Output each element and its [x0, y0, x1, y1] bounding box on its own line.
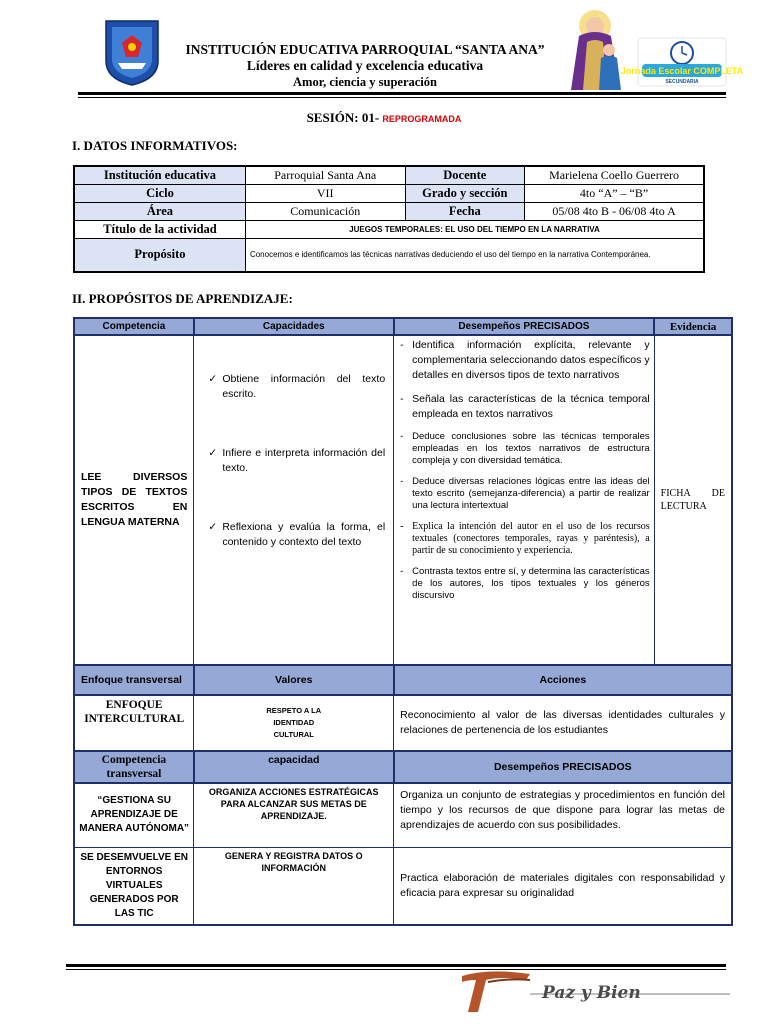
- evidencia-value: FICHA DE LECTURA: [654, 335, 732, 665]
- footer-logo-text: Paz y Bien: [542, 983, 641, 1003]
- session-title: [0, 110, 768, 126]
- ciclo-label: Ciclo: [74, 184, 245, 202]
- titulo-value: JUEGOS TEMPORALES: EL USO DEL TIEMPO EN LA NARRATIVA: [245, 220, 704, 238]
- grado-value: 4to “A” – “B”: [525, 184, 704, 202]
- badge-sub: SECUNDARIA: [665, 79, 699, 85]
- inst-label: Institución educativa: [74, 166, 245, 184]
- area-label: Área: [74, 202, 245, 220]
- header-valores: Valores: [194, 665, 394, 695]
- header-acciones: Acciones: [394, 665, 732, 695]
- desempenos-list: [394, 335, 655, 665]
- desempeno-item: - Explica la intención del autor en el uso de los recursos textuales (conectores temporales, rayas y paréntesis), a partir de su conocimiento y experiencia.: [400, 521, 650, 556]
- inst-value: Parroquial Santa Ana: [245, 166, 405, 184]
- acciones-value: Reconocimiento al valor de las diversas identidades culturales y relaciones de pertenencia de los estudiantes: [394, 695, 732, 751]
- session-label: SESIÓN: 01-: [306, 110, 380, 125]
- check-icon: ✓: [208, 447, 218, 459]
- header-comp-transversal: Competencia transversal: [74, 751, 194, 783]
- proposito-label: Propósito: [74, 238, 245, 272]
- ct2-capacidad: GENERA Y REGISTRA DATOS O INFORMACIÓN: [194, 847, 394, 925]
- desempeno-item: - Deduce conclusiones sobre las técnicas temporales empleadas en los textos narrativos de estructura compleja y con diversidad temática.: [400, 431, 650, 466]
- ct2-competencia: SE DESEMVUELVE EN ENTORNOS VIRTUALES GENERADOS POR LAS TIC: [74, 847, 194, 925]
- docente-label: Docente: [405, 166, 525, 184]
- badge-text: Jornada Escolar COMPLETA: [620, 66, 744, 76]
- proposito-value: Conocemos e identificamos las técnicas narrativas deduciendo el uso del tiempo en la narrativa Contemporánea.: [245, 238, 704, 272]
- competencia-main: LEE DIVERSOS TIPOS DE TEXTOS ESCRITOS EN LENGUA MATERNA: [74, 335, 194, 665]
- capacidad-item: ✓ Reflexiona y evalúa la forma, el contenido y contexto del texto: [208, 521, 386, 548]
- check-icon: ✓: [208, 521, 218, 533]
- motto-line-1: Líderes en calidad y excelencia educativa: [246, 58, 484, 73]
- desempeno-item: - Identifica información explícita, relevante y complementaria seleccionando datos específicos y detalles en diversos tipos de texto narrativos: [400, 339, 650, 381]
- paz-y-bien-logo: [460, 968, 740, 1014]
- desempeno-item: - Contrasta textos entre sí, y determina las características de los autores, los tipos textuales y los géneros discursivo: [400, 566, 650, 601]
- area-value: Comunicación: [245, 202, 405, 220]
- jornada-escolar-logo: [620, 38, 744, 86]
- header-desempenos: Desempeños PRECISADOS: [394, 318, 655, 335]
- ct1-competencia: “GESTIONA SU APRENDIZAJE DE MANERA AUTÓNOMA”: [74, 783, 194, 847]
- check-icon: ✓: [208, 373, 218, 385]
- ct2-desempeno: Practica elaboración de materiales digitales con responsabilidad y eficacia para expresar su originalidad: [394, 847, 732, 925]
- motto-line-2: Amor, ciencia y superación: [293, 75, 437, 89]
- enfoque-value: ENFOQUE INTERCULTURAL: [74, 695, 194, 751]
- ciclo-value: VII: [245, 184, 405, 202]
- info-table: [73, 165, 705, 273]
- ct1-desempeno: Organiza un conjunto de estrategias y procedimientos en función del tiempo y los recursos de que dispone para lograr las metas de aprendizajes de acuerdo con sus posibilidades.: [394, 783, 732, 847]
- ct1-capacidad: ORGANIZA ACCIONES ESTRATÉGICAS PARA ALCANZAR SUS METAS DE APRENDIZAJE.: [194, 783, 394, 847]
- valores-value: RESPETO A LA IDENTIDAD CULTURAL: [194, 695, 394, 751]
- capacidades-list: [194, 335, 394, 665]
- header-desempenos-trans: Desempeños PRECISADOS: [394, 751, 732, 783]
- purposes-table: [73, 317, 733, 926]
- saint-ana-image: [565, 6, 627, 90]
- desempeno-item: - Señala las características de la técnica temporal empleada en textos narrativos: [400, 393, 650, 420]
- footer-divider: [66, 964, 726, 967]
- fecha-label: Fecha: [405, 202, 525, 220]
- titulo-label: Título de la actividad: [74, 220, 245, 238]
- fecha-value: 05/08 4to B - 06/08 4to A: [525, 202, 704, 220]
- header-divider-thin: [78, 97, 726, 98]
- header-enfoque: Enfoque transversal: [74, 665, 194, 695]
- grado-label: Grado y sección: [405, 184, 525, 202]
- header-text: [180, 42, 550, 90]
- desempeno-item: - Deduce diversas relaciones lógicas entre las ideas del texto escrito (semejanza-diferencia) a partir de realizar una lectura intertextual: [400, 476, 650, 511]
- header-capacidades: Capacidades: [194, 318, 394, 335]
- header-evidencia: Evidencia: [654, 318, 732, 335]
- institution-name: INSTITUCIÓN EDUCATIVA PARROQUIAL “SANTA ANA”: [185, 42, 545, 57]
- docente-value: Marielena Coello Guerrero: [525, 166, 704, 184]
- page-header: [0, 0, 768, 100]
- section-1-title: I. DATOS INFORMATIVOS:: [72, 138, 238, 153]
- header-competencia: Competencia: [74, 318, 194, 335]
- school-crest-logo: [102, 17, 162, 87]
- header-divider: [78, 92, 726, 95]
- section-2-title: II. PROPÓSITOS DE APRENDIZAJE:: [72, 291, 293, 306]
- session-tag: REPROGRAMADA: [382, 114, 462, 124]
- header-capacidad: capacidad: [194, 751, 394, 783]
- capacidad-item: ✓ Infiere e interpreta información del texto.: [208, 447, 386, 474]
- capacidad-item: ✓ Obtiene información del texto escrito.: [208, 373, 386, 400]
